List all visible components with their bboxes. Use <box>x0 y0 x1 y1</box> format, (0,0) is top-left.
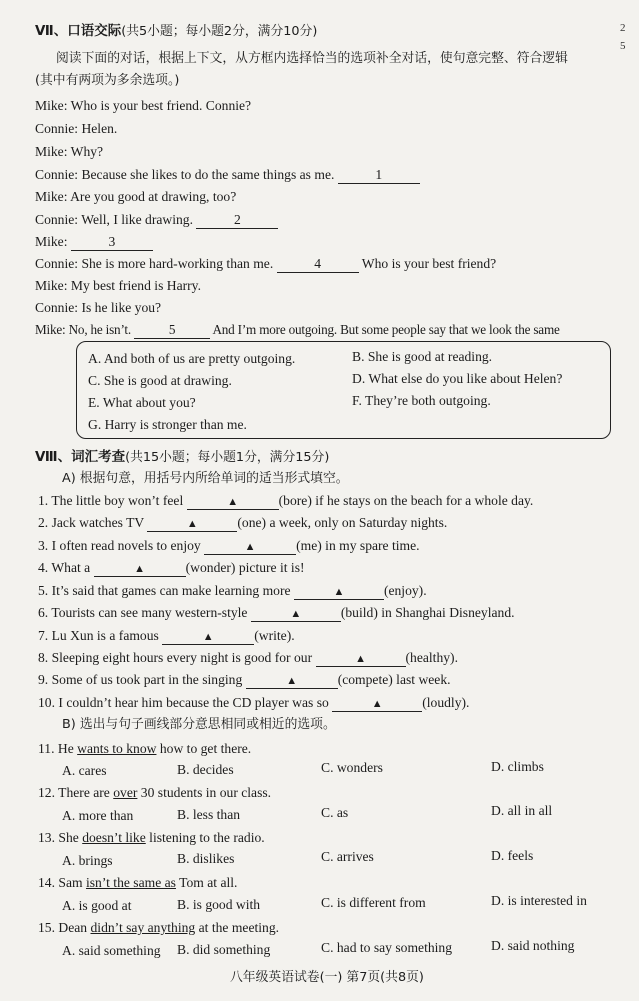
dialogue-line <box>35 255 496 273</box>
fill-text: 5. It’s said that games can make learning more <box>38 583 291 598</box>
choice-14-d[interactable]: D. is interested in <box>491 893 587 908</box>
section-8-heading <box>35 448 329 467</box>
dialogue-text: Connie: Because she likes to do the same things as me. <box>35 167 335 182</box>
question-text: listening to the radio. <box>145 830 265 845</box>
choice-13-b[interactable]: B. dislikes <box>177 851 235 866</box>
dialogue-line <box>35 166 420 184</box>
option-e: E. What about you? <box>88 395 196 410</box>
dialogue-text: Who is your best friend? <box>361 256 497 271</box>
fill-text: 1. The little boy won’t feel <box>38 493 184 508</box>
mc-question-12 <box>38 784 271 802</box>
page-footer: 八年级英语试卷(一) 第7页(共8页) <box>230 970 424 985</box>
fill-text: 10. I couldn’t hear him because the CD player was so <box>38 695 329 710</box>
choice-15-c[interactable]: C. had to say something <box>321 940 453 955</box>
fill-blank[interactable] <box>316 650 406 667</box>
dialogue-text: Mike: No, he isn’t. <box>35 322 131 337</box>
question-text: There are <box>58 785 114 800</box>
question-text: at the meeting. <box>195 920 280 935</box>
question-number: 14. <box>38 875 55 890</box>
dialogue-line <box>35 211 278 229</box>
dialogue-line: Connie: Is he like you? <box>35 300 162 315</box>
choice-13-d[interactable]: D. feels <box>491 848 534 863</box>
choice-11-b[interactable]: B. decides <box>177 762 234 777</box>
choice-12-b[interactable]: B. less than <box>177 807 241 822</box>
section-8-title: Ⅷ、词汇考查 <box>35 449 126 465</box>
choice-14-c[interactable]: C. is different from <box>321 895 426 910</box>
option-b: B. She is good at reading. <box>352 349 493 364</box>
section-8-info: (共15小题；每小题1分，满分15分) <box>125 450 330 465</box>
fill-item-7 <box>38 627 295 645</box>
triangle-marker-icon: ▲ <box>202 631 214 643</box>
fill-text: 7. Lu Xun is a famous <box>38 628 159 643</box>
fill-text: 6. Tourists can see many western-style <box>38 605 248 620</box>
question-number: 11. <box>38 741 55 756</box>
fill-hint: (compete) last week. <box>337 672 451 687</box>
option-c: C. She is good at drawing. <box>88 373 232 388</box>
dialogue-text: Mike: <box>35 234 68 249</box>
answer-blank-2[interactable]: 2 <box>196 212 278 229</box>
fill-text: 3. I often read novels to enjoy <box>38 538 201 553</box>
dialogue-text: And I’m more outgoing. But some people say that we look the same <box>212 322 560 337</box>
fill-hint: (wonder) picture it is! <box>185 560 305 575</box>
dialogue-line: Mike: Who is your best friend. Connie? <box>35 98 252 113</box>
triangle-marker-icon: ▲ <box>134 563 146 575</box>
dialogue-line: Mike: My best friend is Harry. <box>35 278 201 293</box>
fill-item-1 <box>38 492 533 510</box>
fill-hint: (build) in Shanghai Disneyland. <box>340 605 515 620</box>
choice-13-a[interactable]: A. brings <box>62 853 113 868</box>
question-text: She <box>58 830 83 845</box>
fill-item-6 <box>38 604 515 622</box>
dialogue-line: Connie: Helen. <box>35 121 118 136</box>
choice-14-b[interactable]: B. is good with <box>177 897 261 912</box>
option-d: D. What else do you like about Helen? <box>352 371 563 386</box>
choice-12-d[interactable]: D. all in all <box>491 803 553 818</box>
fill-blank[interactable] <box>294 583 384 600</box>
mc-question-15 <box>38 919 279 937</box>
answer-blank-3[interactable]: 3 <box>71 234 153 251</box>
fill-blank[interactable] <box>94 560 186 577</box>
choice-12-c[interactable]: C. as <box>321 805 349 820</box>
choice-15-d[interactable]: D. said nothing <box>491 938 575 953</box>
question-text: He <box>57 741 78 756</box>
mc-question-14 <box>38 874 237 892</box>
dialogue-text: Connie: Well, I like drawing. <box>35 212 193 227</box>
choice-11-d[interactable]: D. climbs <box>491 759 544 774</box>
fill-text: 4. What a <box>38 560 91 575</box>
choice-11-c[interactable]: C. wonders <box>321 760 383 775</box>
fill-blank[interactable] <box>204 538 296 555</box>
choice-11-a[interactable]: A. cares <box>62 763 107 778</box>
section-7-note: (其中有两项为多余选项。) <box>35 73 180 88</box>
choice-15-a[interactable]: A. said something <box>62 943 161 958</box>
fill-item-8 <box>38 649 458 667</box>
triangle-marker-icon: ▲ <box>371 698 383 710</box>
triangle-marker-icon: ▲ <box>290 608 302 620</box>
underlined-phrase: wants to know <box>77 741 157 756</box>
question-text: Sam <box>58 875 86 890</box>
triangle-marker-icon: ▲ <box>355 653 366 665</box>
dialogue-text: Connie: She is more hard-working than me. <box>35 256 274 271</box>
fill-item-2 <box>38 514 447 532</box>
question-number: 15. <box>38 920 55 935</box>
fill-hint: (write). <box>254 628 295 643</box>
fill-blank[interactable] <box>162 628 254 645</box>
edge-mark: 2 <box>620 22 626 34</box>
fill-text: 9. Some of us took part in the singing <box>38 672 243 687</box>
fill-hint: (one) a week, only on Saturday nights. <box>237 515 448 530</box>
choice-15-b[interactable]: B. did something <box>177 942 271 957</box>
part-b-instruction: B) 选出与句子画线部分意思相同或相近的选项。 <box>62 717 336 732</box>
fill-item-9 <box>38 671 451 689</box>
question-text: 30 students in our class. <box>137 785 272 800</box>
dialogue-line <box>35 233 153 251</box>
fill-item-4 <box>38 559 305 577</box>
question-text: Tom at all. <box>175 875 238 890</box>
fill-blank[interactable] <box>187 493 279 510</box>
fill-hint: (healthy). <box>405 650 458 665</box>
fill-hint: (me) in my spare time. <box>296 538 420 553</box>
fill-item-3 <box>38 537 420 555</box>
fill-hint: (enjoy). <box>383 583 427 598</box>
option-f: F. They’re both outgoing. <box>352 393 491 408</box>
option-a: A. And both of us are pretty outgoing. <box>88 351 296 366</box>
triangle-marker-icon: ▲ <box>286 675 298 687</box>
fill-hint: (loudly). <box>422 695 470 710</box>
triangle-marker-icon: ▲ <box>186 518 198 530</box>
triangle-marker-icon: ▲ <box>244 541 256 553</box>
question-text: how to get there. <box>156 741 252 756</box>
dialogue-line: Mike: Why? <box>35 144 104 159</box>
fill-blank[interactable] <box>251 605 341 622</box>
option-g: G. Harry is stronger than me. <box>88 417 247 432</box>
choice-13-c[interactable]: C. arrives <box>321 849 374 864</box>
edge-mark: 5 <box>620 40 626 52</box>
underlined-phrase: over <box>113 785 138 800</box>
fill-blank[interactable] <box>147 515 237 532</box>
triangle-marker-icon: ▲ <box>333 586 345 598</box>
section-7-title: Ⅶ、口语交际 <box>35 23 122 39</box>
answer-blank-5[interactable]: 5 <box>134 322 210 339</box>
fill-text: 2. Jack watches TV <box>38 515 144 530</box>
part-a-instruction: A) 根据句意，用括号内所给单词的适当形式填空。 <box>62 471 349 486</box>
triangle-marker-icon: ▲ <box>227 496 239 508</box>
choice-12-a[interactable]: A. more than <box>62 808 134 823</box>
section-7-info: (共5小题；每小题2分，满分10分) <box>121 24 318 39</box>
fill-item-5 <box>38 582 427 600</box>
underlined-phrase: didn’t say anything <box>90 920 196 935</box>
section-7-heading <box>35 22 317 41</box>
fill-hint: (bore) if he stays on the beach for a whole day. <box>278 493 534 508</box>
question-number: 13. <box>38 830 55 845</box>
dialogue-line: Mike: Are you good at drawing, too? <box>35 189 237 204</box>
fill-text: 8. Sleeping eight hours every night is good for our <box>38 650 313 665</box>
question-text: Dean <box>58 920 91 935</box>
dialogue-line <box>35 321 560 339</box>
choice-14-a[interactable]: A. is good at <box>62 898 132 913</box>
section-7-instruction: 阅读下面的对话，根据上下文，从方框内选择恰当的选项补全对话，使句意完整、符合逻辑 <box>56 51 568 66</box>
mc-question-13 <box>38 829 265 847</box>
underlined-phrase: doesn’t like <box>82 830 146 845</box>
fill-blank[interactable] <box>332 695 422 712</box>
fill-item-10 <box>38 694 469 712</box>
answer-blank-4[interactable]: 4 <box>277 256 359 273</box>
underlined-phrase: isn’t the same as <box>85 875 176 890</box>
answer-blank-1[interactable]: 1 <box>338 167 420 184</box>
question-number: 12. <box>38 785 55 800</box>
fill-blank[interactable] <box>246 672 338 689</box>
mc-question-11 <box>38 740 251 758</box>
